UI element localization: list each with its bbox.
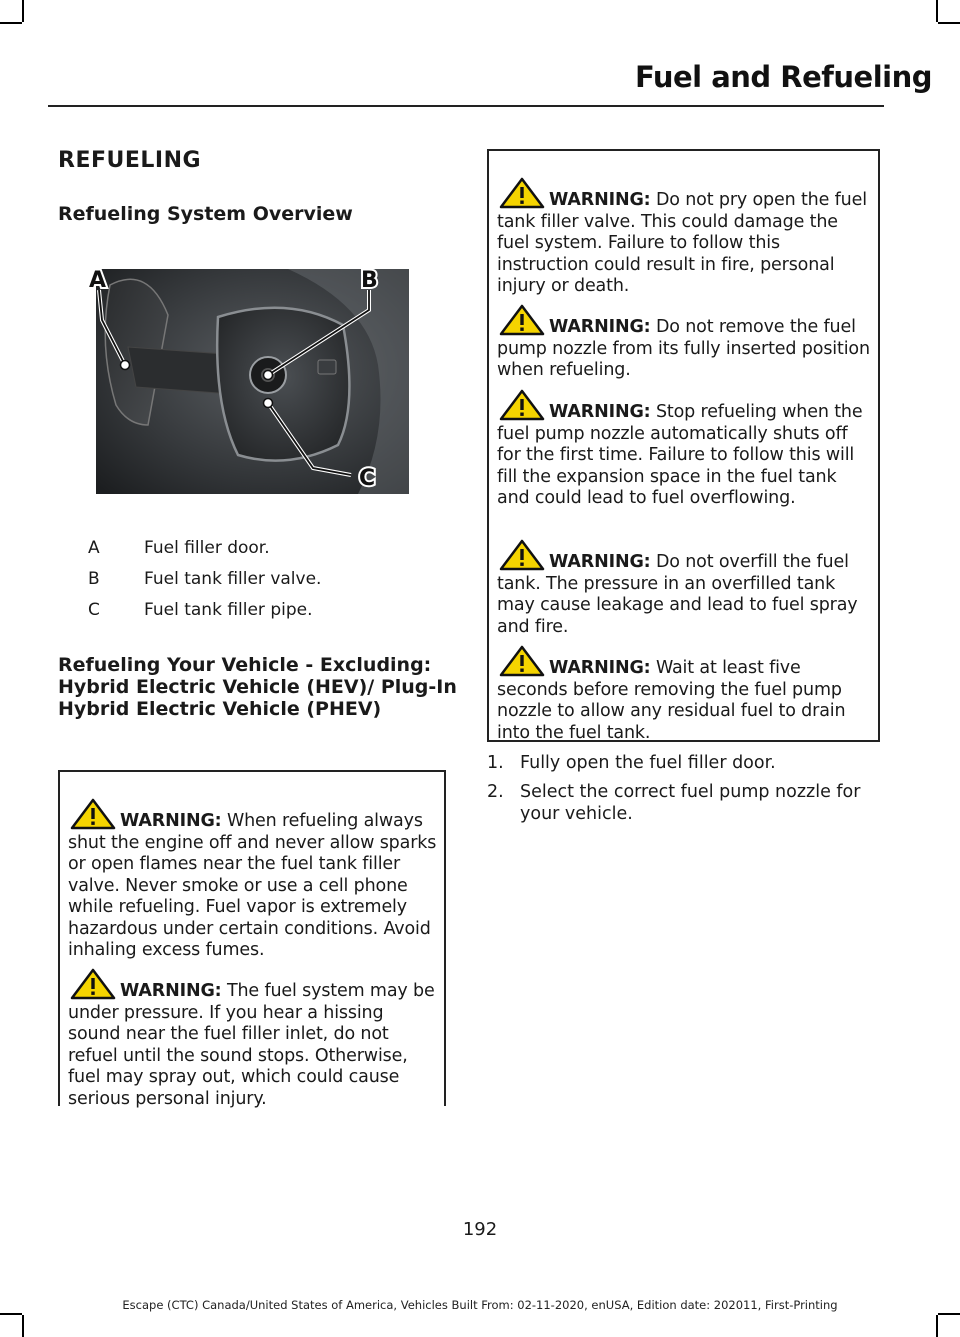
legend-item (88, 600, 418, 624)
warning-item (497, 389, 872, 510)
warning-item (497, 645, 872, 744)
callout-c: C (359, 466, 376, 491)
page-header-title: Fuel and Refueling (634, 60, 932, 94)
section-title: REFUELING (58, 148, 202, 173)
warning-item (497, 177, 872, 298)
crop-mark (938, 1313, 960, 1315)
warning-label: WARNING: (549, 552, 651, 572)
warning-box-left (58, 770, 446, 1109)
warning-text: Do not pry open the fuel tank filler valve. This could damage the fuel system. Failure to follow this instruction could result in fire, personal injury or death. (497, 190, 867, 296)
crop-mark (936, 0, 938, 22)
legend-key: C (88, 600, 100, 620)
warning-text: Do not overfill the fuel tank. The pressure in an overfilled tank may cause leakage and lead to fuel spray and fire. (497, 552, 858, 637)
warning-triangle-icon (499, 389, 545, 421)
crop-mark (0, 22, 22, 24)
warning-label: WARNING: (549, 317, 651, 337)
warning-label: WARNING: (120, 811, 222, 831)
crop-mark (936, 1315, 938, 1337)
warning-text: Do not remove the fuel pump nozzle from its fully inserted position when refueling. (497, 317, 870, 380)
legend-item (88, 538, 418, 562)
figure-legend (88, 538, 418, 628)
warning-triangle-icon (499, 645, 545, 677)
warning-text: When refueling always shut the engine off and never allow sparks or open flames near the fuel tank filler valve. Never smoke or use a cell phone while refueling. Fuel vapor is extremely hazardous under certain conditions. Avoid inhaling excess fumes. (68, 811, 437, 960)
crop-mark (938, 22, 960, 24)
step-text: Fully open the fuel filler door. (520, 753, 776, 773)
crop-mark (0, 1313, 22, 1315)
legend-key: B (88, 569, 100, 589)
warning-triangle-icon (499, 304, 545, 336)
warning-label: WARNING: (120, 981, 222, 1001)
warning-text: The fuel system may be under pressure. If you hear a hissing sound near the fuel filler inlet, do not refuel until the sound stops. Otherwise, fuel may spray out, which could cause serious personal injury. (68, 981, 435, 1109)
refueling-subheading: Refueling Your Vehicle - Excluding: Hybrid Electric Vehicle (HEV)/ Plug-In Hybrid Electric Vehicle (PHEV) (58, 654, 457, 720)
warning-item (497, 304, 872, 382)
legend-text: Fuel tank filler pipe. (144, 600, 313, 620)
warning-item (68, 968, 438, 1110)
crop-mark (22, 0, 24, 22)
warning-label: WARNING: (549, 658, 651, 678)
legend-key: A (88, 538, 100, 558)
warning-label: WARNING: (549, 190, 651, 210)
page-footer: Escape (CTC) Canada/United States of America, Vehicles Built From: 02-11-2020, enUSA, Edition date: 202011, First-Printing (122, 1298, 838, 1312)
warning-triangle-icon (499, 177, 545, 209)
step-number: 1. (487, 753, 504, 773)
callout-b: B (361, 268, 378, 293)
warning-item (497, 539, 872, 638)
legend-text: Fuel tank filler valve. (144, 569, 322, 589)
warning-text: Stop refueling when the fuel pump nozzle automatically shuts off for the first time. Failure to follow this will fill the expansion space in the fuel tank and could lead to fuel overflowing. (497, 402, 863, 508)
header-divider (48, 105, 884, 107)
warning-triangle-icon (70, 798, 116, 830)
list-item (487, 781, 882, 825)
legend-item (88, 569, 418, 593)
warning-triangle-icon (70, 968, 116, 1000)
step-number: 2. (487, 782, 504, 802)
warning-text: Wait at least five seconds before removing the fuel pump nozzle to allow any residual fuel to drain into the fuel tank. (497, 658, 846, 743)
callout-a: A (89, 268, 107, 293)
list-item (487, 752, 882, 774)
step-text: Select the correct fuel pump nozzle for your vehicle. (520, 782, 861, 824)
warning-item (68, 798, 438, 962)
page-number: 192 (462, 1219, 498, 1240)
refueling-system-figure (88, 255, 413, 500)
crop-mark (22, 1315, 24, 1337)
warning-label: WARNING: (549, 402, 651, 422)
warning-triangle-icon (499, 539, 545, 571)
legend-text: Fuel filler door. (144, 538, 270, 558)
refueling-steps (487, 752, 882, 832)
warning-box-right (487, 149, 880, 742)
section-subtitle: Refueling System Overview (58, 203, 353, 225)
